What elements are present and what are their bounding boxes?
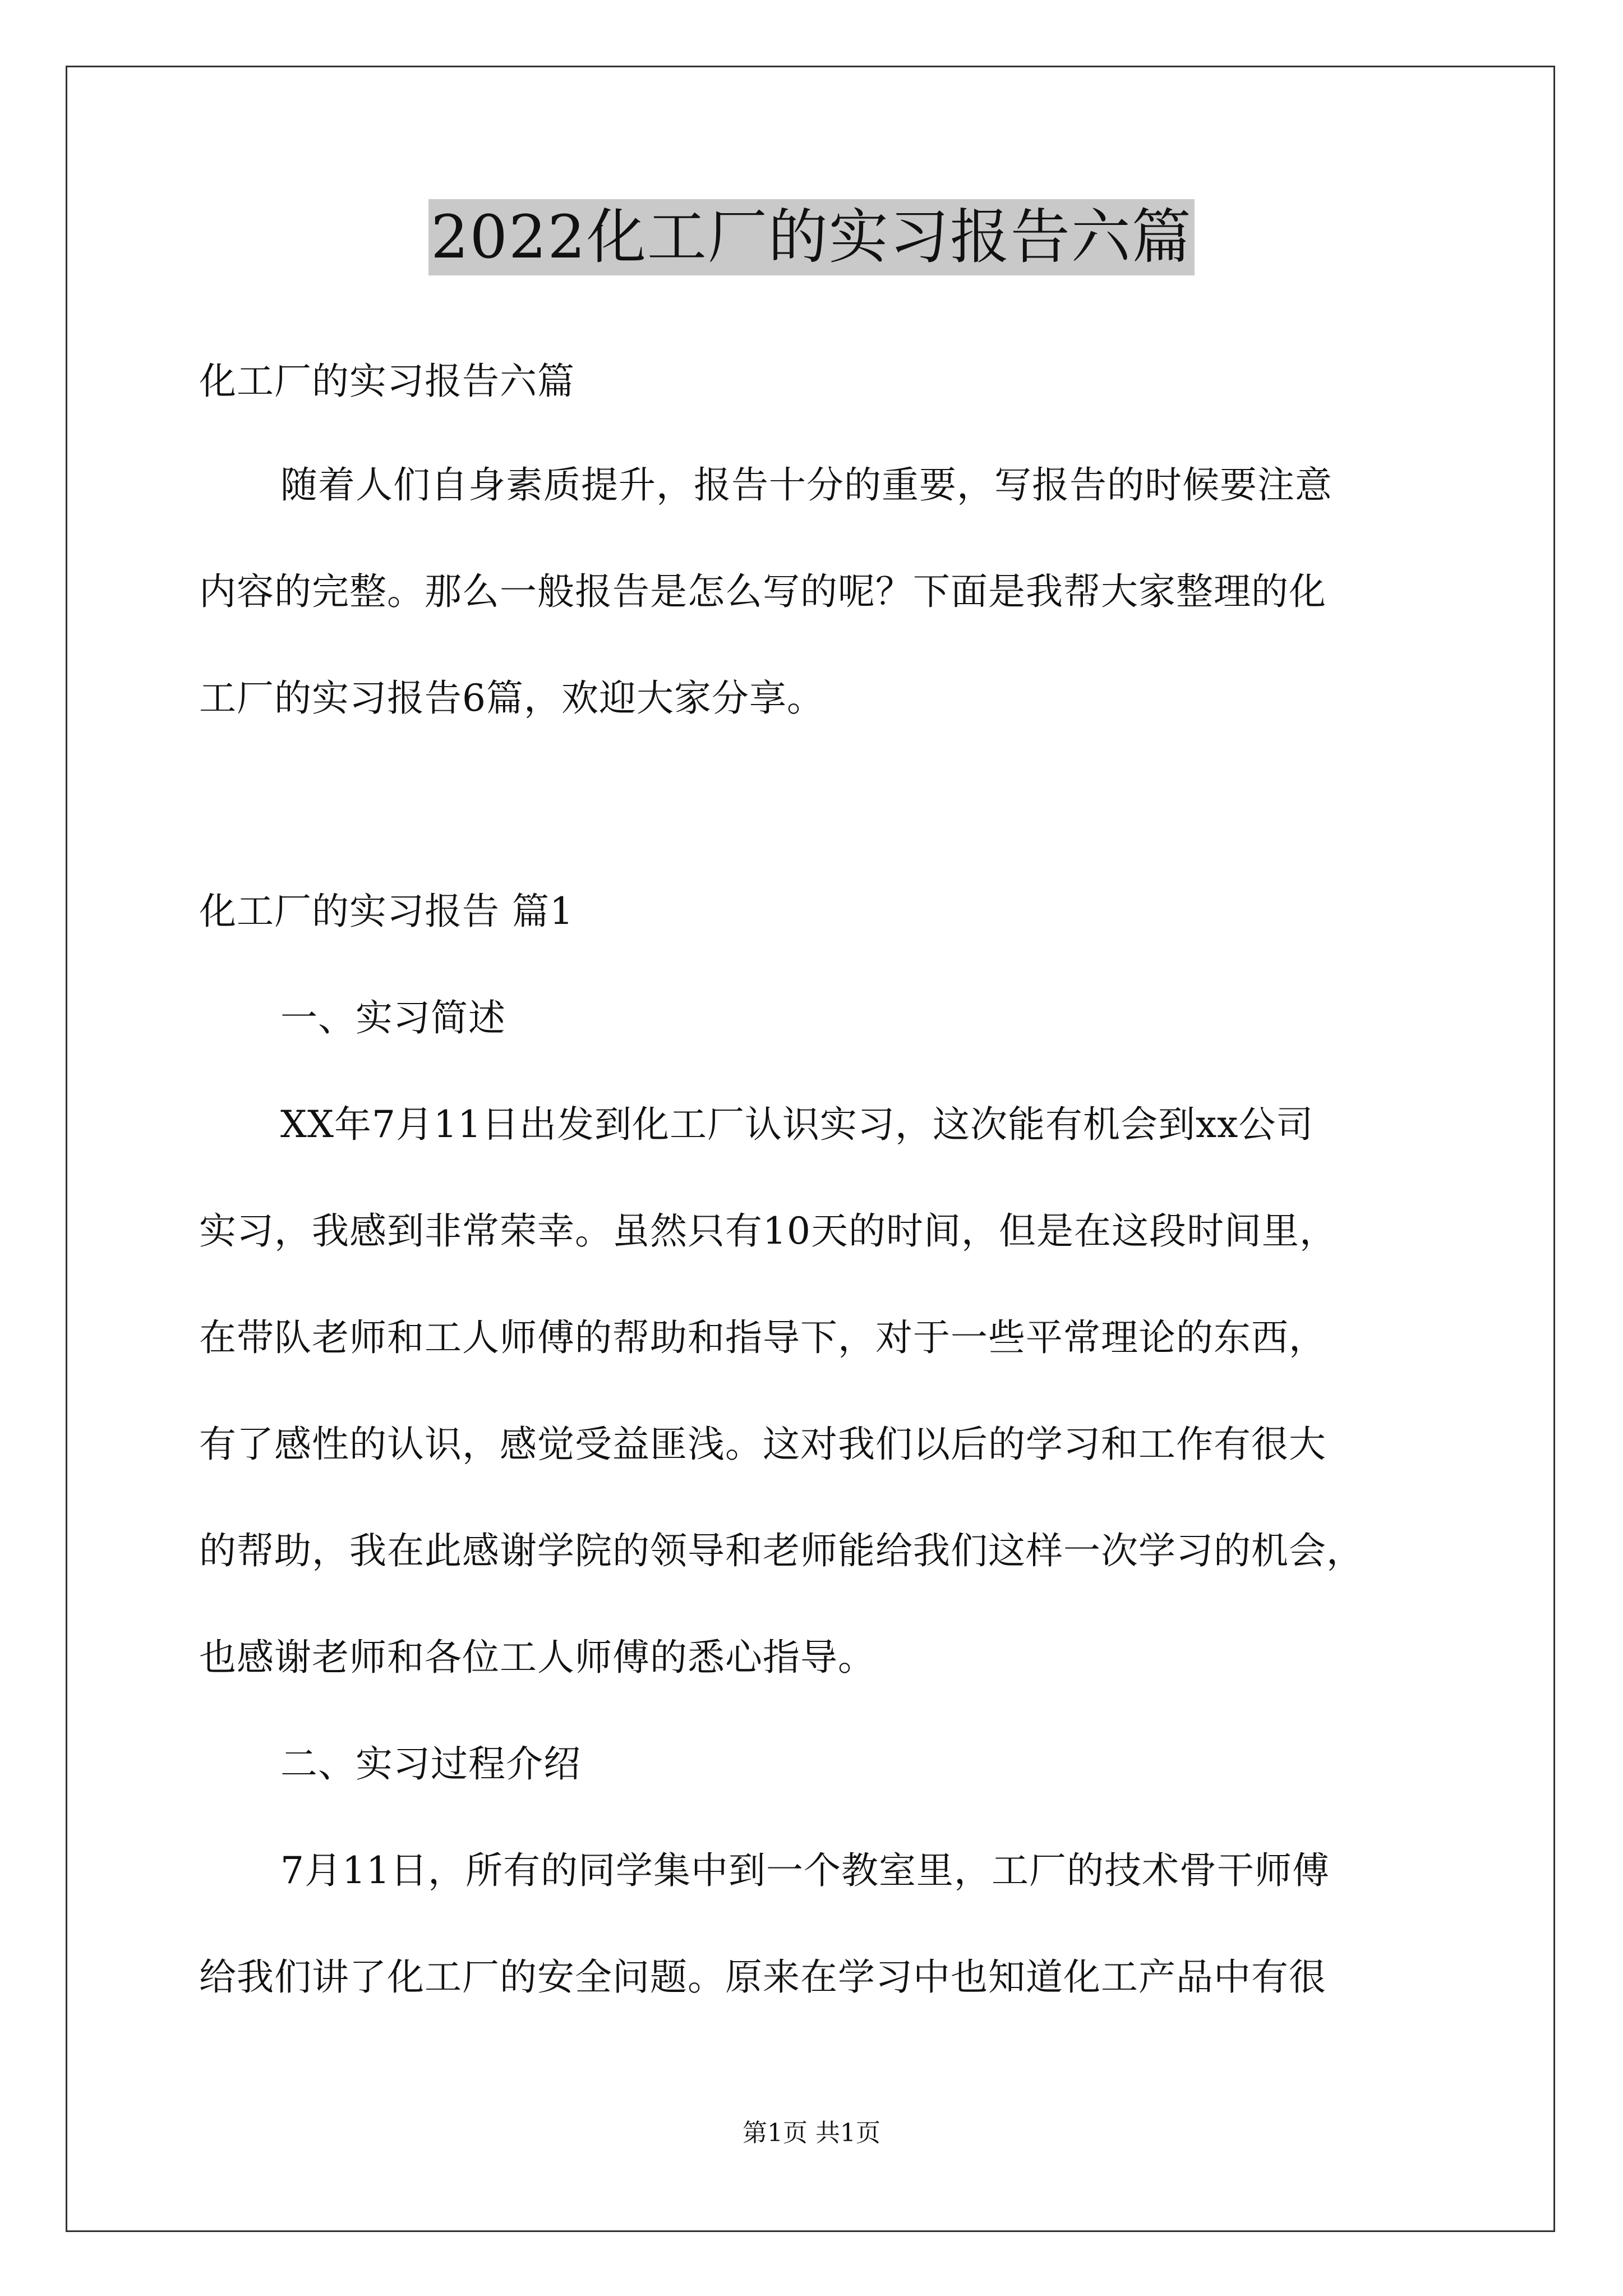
document-title: 2022化工厂的实习报告六篇	[428, 199, 1195, 275]
paragraph-line: 内容的完整。那么一般报告是怎么写的呢？下面是我帮大家整理的化	[199, 570, 1326, 613]
paragraph-line: 的帮助，我在此感谢学院的领导和老师能给我们这样一次学习的机会，	[199, 1529, 1364, 1572]
paragraph-line: 给我们讲了化工厂的安全问题。原来在学习中也知道化工产品中有很	[199, 1955, 1326, 1999]
paragraph-line: 随着人们自身素质提升，报告十分的重要，写报告的时候要注意	[280, 463, 1332, 507]
paragraph-line: 有了感性的认识，感觉受益匪浅。这对我们以后的学习和工作有很大	[199, 1423, 1326, 1466]
subsection-heading: 二、实习过程介绍	[280, 1742, 581, 1786]
subtitle-line: 化工厂的实习报告六篇	[199, 360, 575, 403]
paragraph-line: 实习，我感到非常荣幸。虽然只有10天的时间，但是在这段时间里，	[199, 1209, 1337, 1253]
paragraph-line: 工厂的实习报告6篇，欢迎大家分享。	[199, 677, 824, 720]
paragraph-line: 7月11日，所有的同学集中到一个教室里，工厂的技术骨干师傅	[280, 1849, 1330, 1892]
page-footer: 第1页 共1页	[743, 2119, 880, 2147]
subsection-heading: 一、实习简述	[280, 996, 506, 1039]
paragraph-line: 在带队老师和工人师傅的帮助和指导下，对于一些平常理论的东西，	[199, 1316, 1326, 1359]
paragraph-line: 也感谢老师和各位工人师傅的悉心指导。	[199, 1636, 875, 1679]
title-container	[0, 199, 1623, 275]
section-heading: 化工厂的实习报告 篇1	[199, 890, 574, 933]
paragraph-line: XX年7月11日出发到化工厂认识实习，这次能有机会到xx公司	[280, 1103, 1314, 1146]
